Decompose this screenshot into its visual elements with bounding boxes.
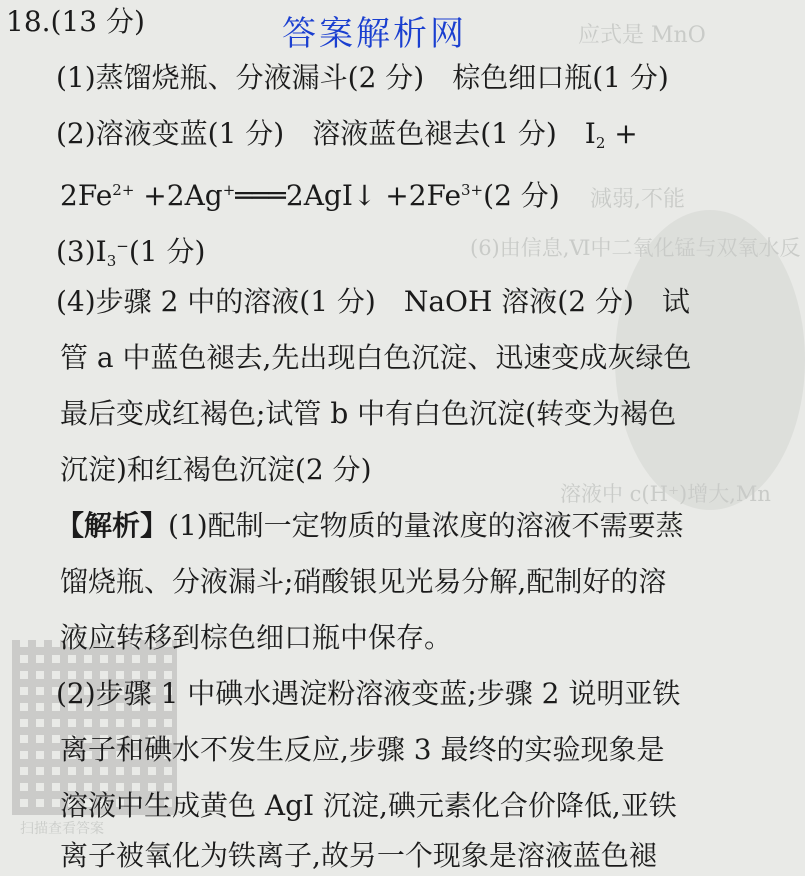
watermark-text: 答案解析网	[282, 14, 467, 54]
analysis-line-7: 离子被氧化为铁离子,故另一个现象是溶液蓝色褪	[60, 839, 657, 872]
analysis-line-5: 离子和碘水不发生反应,步骤 3 最终的实验现象是	[60, 733, 665, 766]
question-header	[0, 2, 754, 42]
bleed-through-text: (6)由信息,Ⅵ中二氧化锰与双氧水反	[470, 236, 801, 260]
question-score: (13 分)	[50, 5, 145, 38]
answer-part-2-line-1: (2)溶液变蓝(1 分) 溶液蓝色褪去(1 分) $I_2$ +	[56, 117, 638, 152]
answer-part-4-line-3: 最后变成红褐色;试管 b 中有白色沉淀(转变为褐色	[60, 397, 677, 430]
bleed-through-text: 減弱,不能	[590, 187, 685, 212]
answer-part-2-equation: $2Fe^{2+}$ +2Ag+═══2AgI↓ $+2Fe^{3+}(2$ 分)	[60, 179, 560, 212]
analysis-line-3: 液应转移到棕色细口瓶中保存。	[60, 621, 453, 654]
analysis-label: 【解析】	[56, 509, 169, 542]
bleed-through-text: 溶液中 c(H⁺)增大,Mn	[560, 482, 771, 506]
answer-part-4-line-4: 沉淀)和红褐色沉淀(2 分)	[60, 453, 372, 486]
question-number: 18.	[6, 5, 51, 38]
analysis-line-6: 溶液中生成黄色 AgI 沉淀,碘元素化合价降低,亚铁	[60, 789, 677, 822]
qr-caption: 扫描查看答案	[20, 821, 104, 837]
answer-part-4-line-1: (4)步骤 2 中的溶液(1 分) NaOH 溶液(2 分) 试	[56, 285, 690, 318]
answer-part-4-line-2: 管 a 中蓝色褪去,先出现白色沉淀、迅速变成灰绿色	[60, 341, 692, 374]
analysis-line-4: (2)步骤 1 中碘水遇淀粉溶液变蓝;步骤 2 说明亚铁	[56, 677, 681, 710]
answer-part-1: (1)蒸馏烧瓶、分液漏斗(2 分) 棕色细口瓶(1 分)	[56, 61, 669, 94]
analysis-line-1: 【解析】(1)配制一定物质的量浓度的溶液不需要蒸	[56, 509, 684, 542]
bleed-through-text: 应式是 MnO	[578, 23, 706, 48]
analysis-line-2: 馏烧瓶、分液漏斗;硝酸银见光易分解,配制好的溶	[60, 565, 667, 598]
answer-part-3: $(3)I_3^-(1$ 分)	[56, 235, 206, 270]
